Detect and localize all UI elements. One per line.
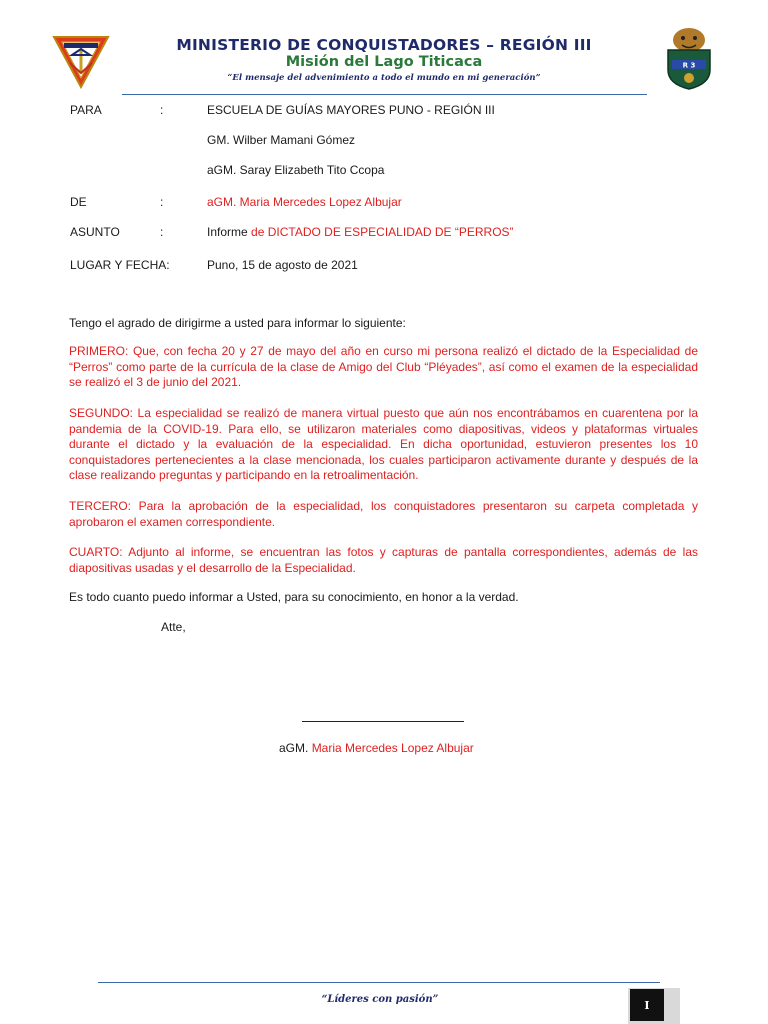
asunto-colon: : — [160, 225, 164, 239]
header-divider — [122, 94, 647, 95]
signature-title: aGM. — [279, 741, 309, 755]
lugar-label: LUGAR Y FECHA: — [70, 258, 170, 272]
signature-name: Maria Mercedes Lopez Albujar — [311, 741, 474, 755]
ministry-title: MINISTERIO DE CONQUISTADORES – REGIÓN III — [176, 36, 592, 54]
paragraph-segundo: SEGUNDO: La especialidad se realizó de manera virtual puesto que aún nos encontrábamos en cuarentena por la pandemia de la COVID-19. Para ello, se utilizaron materiales como diapositivas, videos y plataformas virtuales durante el dictado y la evaluación de la especialidad. En dicha oportunidad, estuvieron presentes los 10 conquistadores pertenecientes a la clase mencionada, los cuales participaron activamente durante y después de la clase realizando preguntas y participando en la retroalimentación. — [69, 406, 698, 482]
paragraph-primero: PRIMERO: Que, con fecha 20 y 27 de mayo del año en curso mi persona realizó el dictado de la Especialidad de “Perros” como parte de la currícula de la clase de Amigo del Club “Pléyades”, así como el examen de la especialidad se realizó el 3 de junio del 2021. — [69, 344, 698, 389]
de-value: aGM. Maria Mercedes Lopez Albujar — [207, 195, 402, 209]
asunto-value: de DICTADO DE ESPECIALIDAD DE “PERROS” — [251, 225, 514, 239]
letterhead — [0, 0, 768, 100]
svg-text:R 3: R 3 — [682, 61, 696, 70]
para-value: ESCUELA DE GUÍAS MAYORES PUNO - REGIÓN III — [207, 103, 495, 117]
para-colon: : — [160, 103, 164, 117]
asunto-value-wrap — [207, 224, 514, 240]
paragraph-tercero: TERCERO: Para la aprobación de la especialidad, los conquistadores presentaron su carpeta completada y aprobaron el examen correspondiente. — [69, 499, 698, 529]
pathfinder-logo-icon — [52, 33, 110, 89]
atte-text: Atte, — [161, 620, 186, 634]
club-shield-logo-icon — [664, 26, 714, 90]
recipient-1: GM. Wilber Mamani Gómez — [207, 133, 356, 147]
signature-line — [302, 721, 464, 722]
closing-text: Es todo cuanto puedo informar a Usted, para su conocimiento, en honor a la verdad. — [69, 590, 519, 604]
de-label: DE — [70, 195, 87, 209]
footer-motto: “Líderes con pasión” — [321, 994, 439, 1005]
lugar-value: Puno, 15 de agosto de 2021 — [207, 258, 358, 272]
page-number: I — [630, 989, 664, 1021]
header-motto: “El mensaje del advenimiento a todo el mundo en mi generación” — [227, 73, 541, 83]
recipient-2: aGM. Saray Elizabeth Tito Ccopa — [207, 163, 385, 177]
footer-divider — [98, 982, 660, 983]
para-label: PARA — [70, 103, 102, 117]
mission-subtitle: Misión del Lago Titicaca — [285, 54, 483, 70]
de-colon: : — [160, 195, 164, 209]
asunto-label: ASUNTO — [70, 225, 120, 239]
paragraph-cuarto: CUARTO: Adjunto al informe, se encuentran las fotos y capturas de pantalla correspondientes, además de las diapositivas usadas y el desarrollo de la Especialidad. — [69, 545, 698, 575]
signature-block — [279, 741, 474, 755]
asunto-prefix: Informe — [207, 225, 248, 239]
intro-text: Tengo el agrado de dirigirme a usted para informar lo siguiente: — [69, 316, 406, 330]
